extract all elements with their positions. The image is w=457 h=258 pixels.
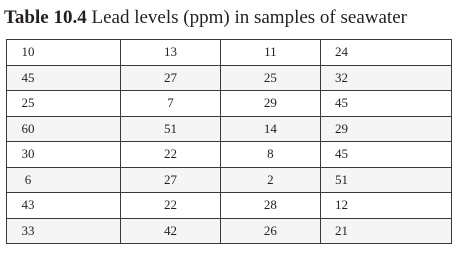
- cell-value: 30: [21, 146, 35, 162]
- cell-value: 29: [335, 120, 349, 136]
- table-row: [7, 65, 452, 91]
- table-cell: [221, 91, 320, 117]
- cell-value: 6: [24, 171, 32, 187]
- table-row: [7, 91, 452, 117]
- table-cell: [221, 116, 320, 142]
- table-cell: [320, 142, 451, 168]
- table-cell: [7, 65, 121, 91]
- cell-value: 29: [263, 95, 277, 111]
- table-cell: [7, 116, 121, 142]
- table-cell: [221, 142, 320, 168]
- table-cell: [221, 193, 320, 219]
- table-body: [7, 40, 452, 244]
- table-cell: [320, 116, 451, 142]
- table-number: Table 10.4: [4, 7, 87, 28]
- cell-value: 51: [164, 120, 178, 136]
- cell-value: 32: [335, 69, 349, 85]
- cell-value: 28: [263, 197, 277, 213]
- table-title: Lead levels (ppm) in samples of seawater: [91, 7, 407, 28]
- table-row: [7, 142, 452, 168]
- table-cell: [7, 193, 121, 219]
- table-cell: [7, 142, 121, 168]
- cell-value: 8: [267, 146, 274, 162]
- cell-value: 25: [263, 69, 277, 85]
- table-cell: [221, 40, 320, 66]
- cell-value: 22: [164, 146, 178, 162]
- cell-value: 21: [335, 222, 349, 238]
- table-cell: [7, 91, 121, 117]
- table-cell: [120, 167, 220, 193]
- cell-value: 27: [164, 171, 178, 187]
- lead-levels-table: [6, 39, 452, 244]
- table-cell: [7, 167, 121, 193]
- cell-value: 27: [164, 69, 178, 85]
- table-row: [7, 218, 452, 244]
- cell-value: 45: [335, 95, 349, 111]
- cell-value: 43: [21, 197, 35, 213]
- cell-value: 10: [21, 44, 35, 60]
- cell-value: 11: [264, 44, 277, 60]
- cell-value: 45: [21, 69, 35, 85]
- table-cell: [120, 116, 220, 142]
- table-cell: [120, 91, 220, 117]
- table-cell: [320, 167, 451, 193]
- cell-value: 13: [164, 44, 178, 60]
- table-row: [7, 116, 452, 142]
- table-row: [7, 193, 452, 219]
- cell-value: 7: [167, 95, 174, 111]
- table-cell: [221, 218, 320, 244]
- cell-value: 14: [263, 120, 277, 136]
- cell-value: 45: [335, 146, 349, 162]
- cell-value: 51: [335, 171, 349, 187]
- table-cell: [120, 40, 220, 66]
- cell-value: 24: [335, 44, 349, 60]
- table-caption: [4, 6, 407, 30]
- table-cell: [320, 218, 451, 244]
- cell-value: 22: [164, 197, 178, 213]
- table-cell: [320, 40, 451, 66]
- table-cell: [320, 193, 451, 219]
- table-cell: [120, 218, 220, 244]
- table-cell: [120, 65, 220, 91]
- table-cell: [7, 218, 121, 244]
- cell-value: 25: [21, 95, 35, 111]
- table-cell: [7, 40, 121, 66]
- cell-value: 42: [164, 222, 178, 238]
- cell-value: 60: [21, 120, 35, 136]
- cell-value: 33: [21, 222, 35, 238]
- table-row: [7, 40, 452, 66]
- table-cell: [320, 65, 451, 91]
- table-cell: [320, 91, 451, 117]
- table-cell: [221, 65, 320, 91]
- cell-value: 26: [263, 222, 277, 238]
- table-cell: [120, 193, 220, 219]
- table-cell: [120, 142, 220, 168]
- cell-value: 12: [335, 197, 349, 213]
- table-cell: [221, 167, 320, 193]
- cell-value: 2: [267, 171, 274, 187]
- table-row: [7, 167, 452, 193]
